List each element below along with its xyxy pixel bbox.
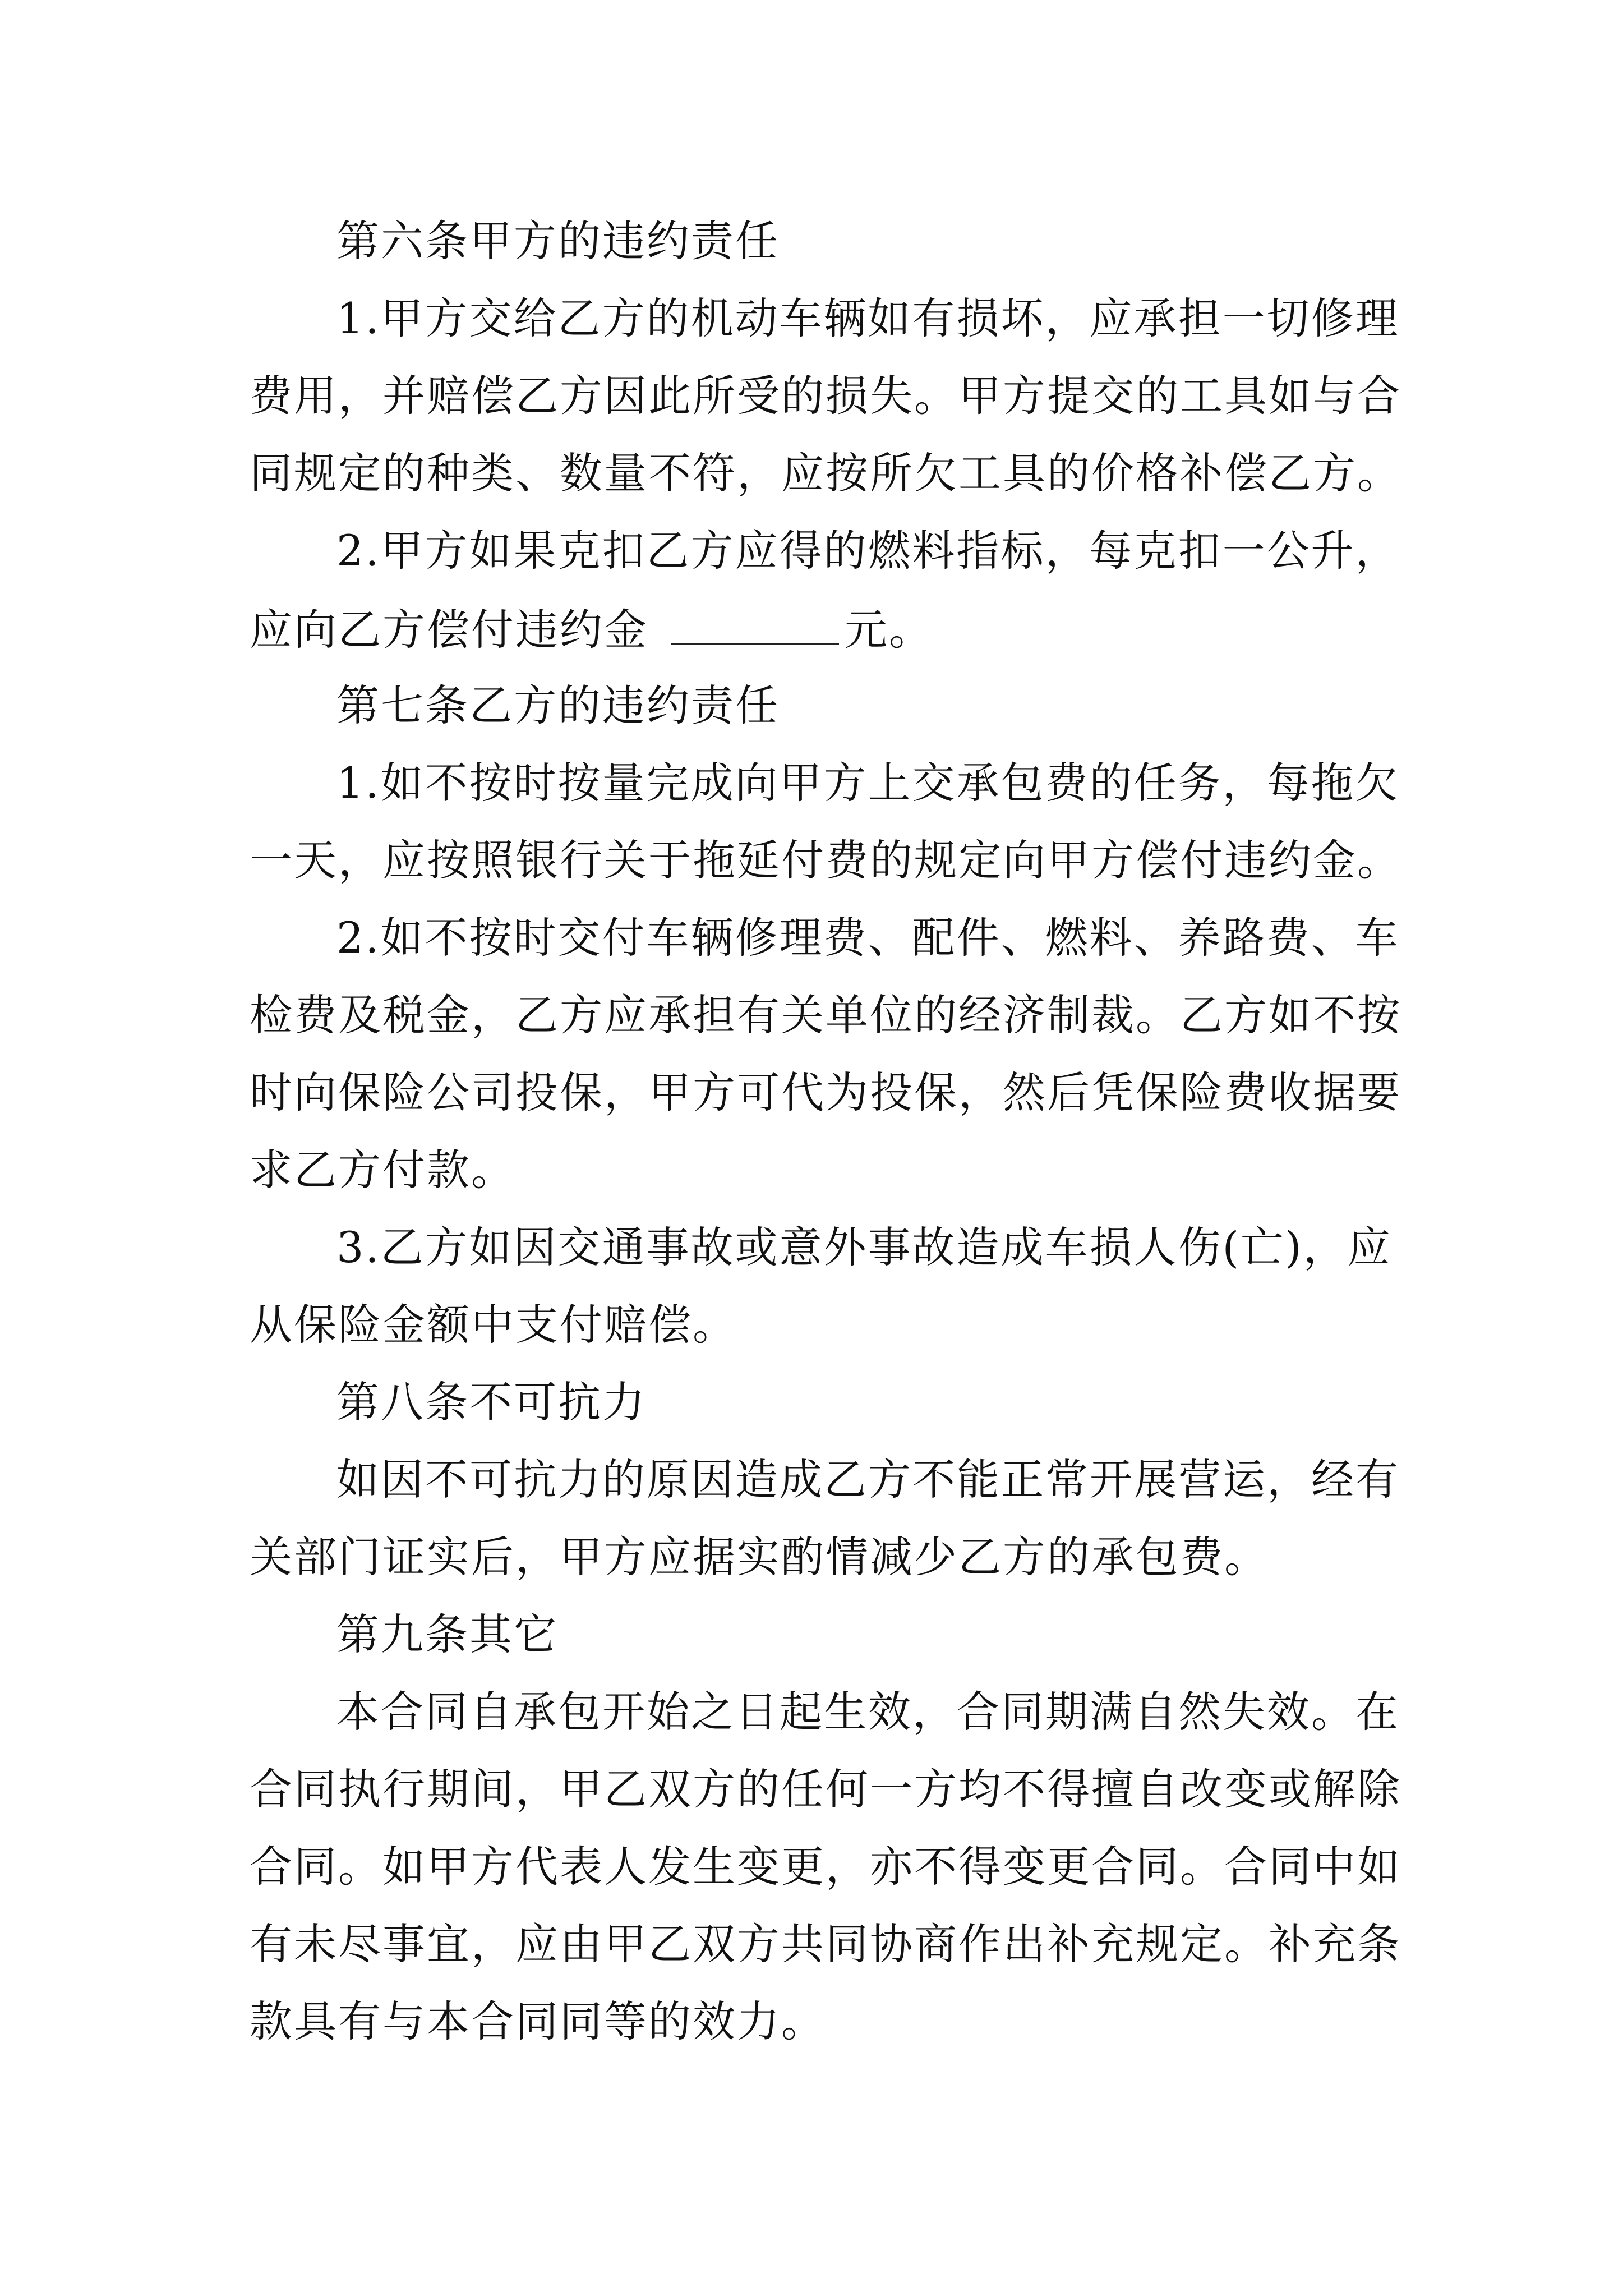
- paragraph-line: 有未尽事宜，应由甲乙双方共同协商作出补充规定。补充条: [250, 1919, 1401, 1969]
- paragraph-line: 如因不可抗力的原因造成乙方不能正常开展营运，经有: [336, 1455, 1400, 1504]
- paragraph-line: 本合同自承包开始之日起生效，合同期满自然失效。在: [336, 1687, 1400, 1737]
- paragraph-line: 合同。如甲方代表人发生变更，亦不得变更合同。合同中如: [250, 1842, 1401, 1892]
- paragraph-line: 3.乙方如因交通事故或意外事故造成车损人伤(亡)，应: [336, 1222, 1392, 1272]
- paragraph-line: 关部门证实后，甲方应据实酌情减少乙方的承包费。: [250, 1532, 1269, 1582]
- paragraph-line: 求乙方付款。: [250, 1145, 515, 1195]
- article-6-heading: 第六条甲方的违约责任: [336, 216, 780, 266]
- paragraph-line: 同规定的种类、数量不符，应按所欠工具的价格补偿乙方。: [250, 448, 1401, 498]
- paragraph-line: 2.甲方如果克扣乙方应得的燃料指标，每克扣一公升，: [336, 526, 1400, 576]
- paragraph-line-with-blank: [250, 600, 933, 656]
- article-7-heading: 第七条乙方的违约责任: [336, 680, 780, 730]
- penalty-text-before: 应向乙方偿付违约金: [250, 605, 648, 655]
- paragraph-line: 1.如不按时按量完成向甲方上交承包费的任务，每拖欠: [336, 758, 1400, 808]
- paragraph-line: 一天，应按照银行关于拖延付费的规定向甲方偿付违约金。: [250, 835, 1401, 885]
- article-9-heading: 第九条其它: [336, 1609, 558, 1659]
- paragraph-line: 从保险金额中支付赔偿。: [250, 1300, 737, 1350]
- paragraph-line: 合同执行期间，甲乙双方的任何一方均不得擅自改变或解除: [250, 1764, 1401, 1814]
- amount-blank: [671, 600, 839, 645]
- paragraph-line: 2.如不按时交付车辆修理费、配件、燃料、养路费、车: [336, 913, 1400, 963]
- paragraph-line: 款具有与本合同同等的效力。: [250, 1996, 826, 2046]
- paragraph-line: 费用，并赔偿乙方因此所受的损失。甲方提交的工具如与合: [250, 371, 1401, 421]
- paragraph-line: 1.甲方交给乙方的机动车辆如有损坏，应承担一切修理: [336, 293, 1400, 343]
- paragraph-line: 检费及税金，乙方应承担有关单位的经济制裁。乙方如不按: [250, 990, 1401, 1040]
- article-8-heading: 第八条不可抗力: [336, 1377, 647, 1427]
- paragraph-line: 时向保险公司投保，甲方可代为投保，然后凭保险费收据要: [250, 1068, 1401, 1117]
- penalty-text-after: 元。: [845, 605, 933, 655]
